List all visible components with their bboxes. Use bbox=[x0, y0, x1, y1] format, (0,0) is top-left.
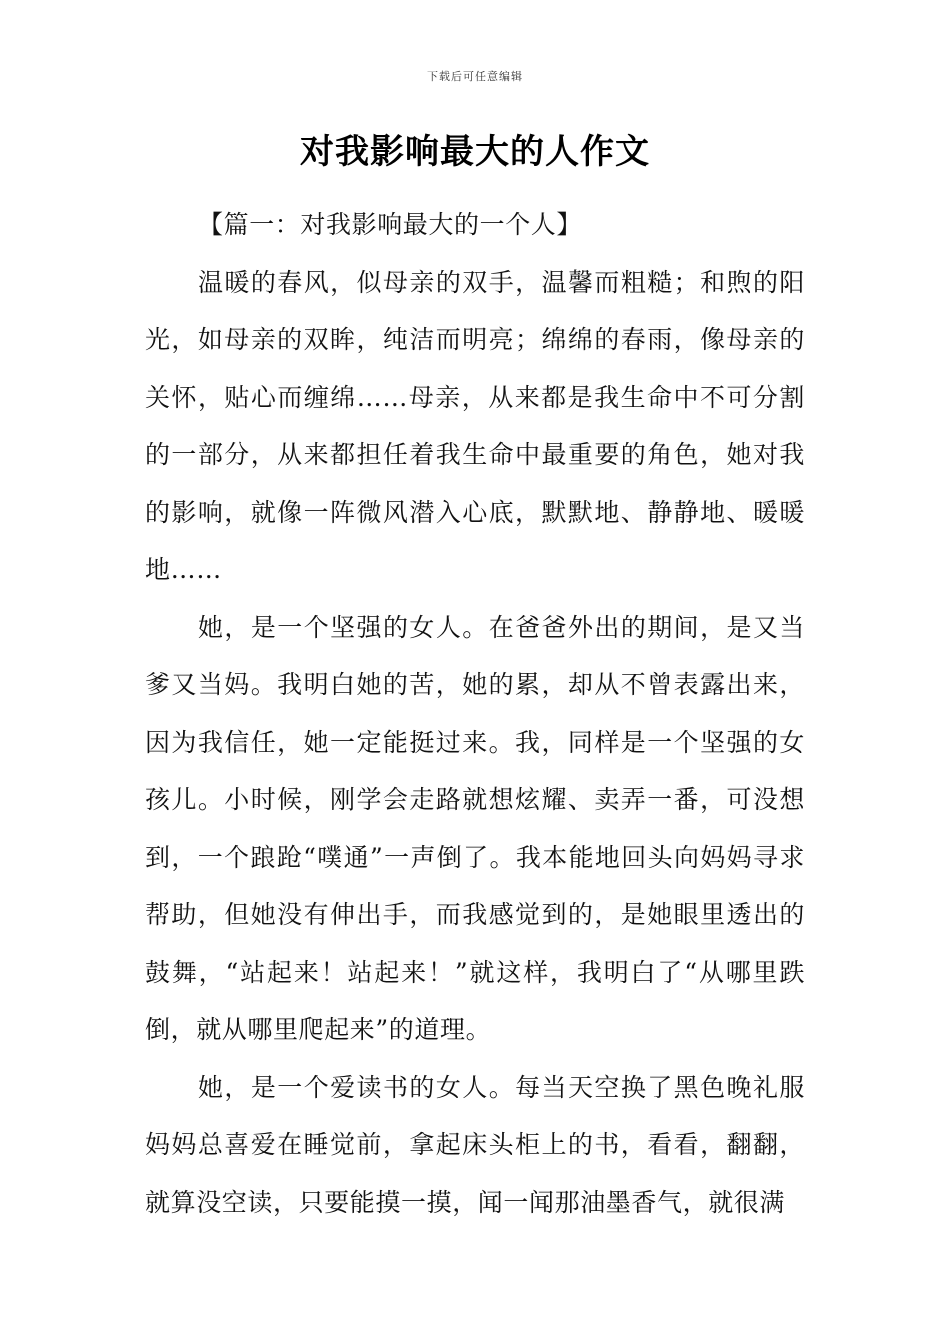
document-title: 对我影响最大的人作文 bbox=[300, 132, 650, 172]
paragraph-1: 温暖的春风，似母亲的双手，温馨而粗糙；和煦的阳光，如母亲的双眸，纯洁而明亮；绵绵的春雨，像母亲的关怀，贴心而缠绵……母亲，从来都是我生命中不可分割的一部分，从来都担任着我生命中最重要的角色，她对我的影响，就像一阵微风潜入心底，默默地、静静地、暖暖地…… bbox=[145, 267, 805, 584]
section-heading: 【篇一：对我影响最大的一个人】 bbox=[198, 210, 583, 239]
paragraph-2: 她，是一个坚强的女人。在爸爸外出的期间，是又当爹又当妈。我明白她的苦，她的累，却从不曾表露出来，因为我信任，她一定能挺过来。我，同样是一个坚强的女孩儿。小时候，刚学会走路就想炫耀、卖弄一番，可没想到，一个踉跄“噗通”一声倒了。我本能地回头向妈妈寻求帮助，但她没有伸出手，而我感觉到的，是她眼里透出的鼓舞，“站起来！站起来！”就这样，我明白了“从哪里跌倒，就从哪里爬起来”的道理。 bbox=[145, 612, 805, 1044]
document-body bbox=[145, 196, 805, 1231]
header-note: 下载后可任意编辑 bbox=[427, 70, 523, 83]
paragraph-3: 她，是一个爱读书的女人。每当天空换了黑色晚礼服妈妈总喜爱在睡觉前，拿起床头柜上的书，看看，翻翻，就算没空读，只要能摸一摸，闻一闻那油墨香气，就很满 bbox=[145, 1072, 805, 1217]
